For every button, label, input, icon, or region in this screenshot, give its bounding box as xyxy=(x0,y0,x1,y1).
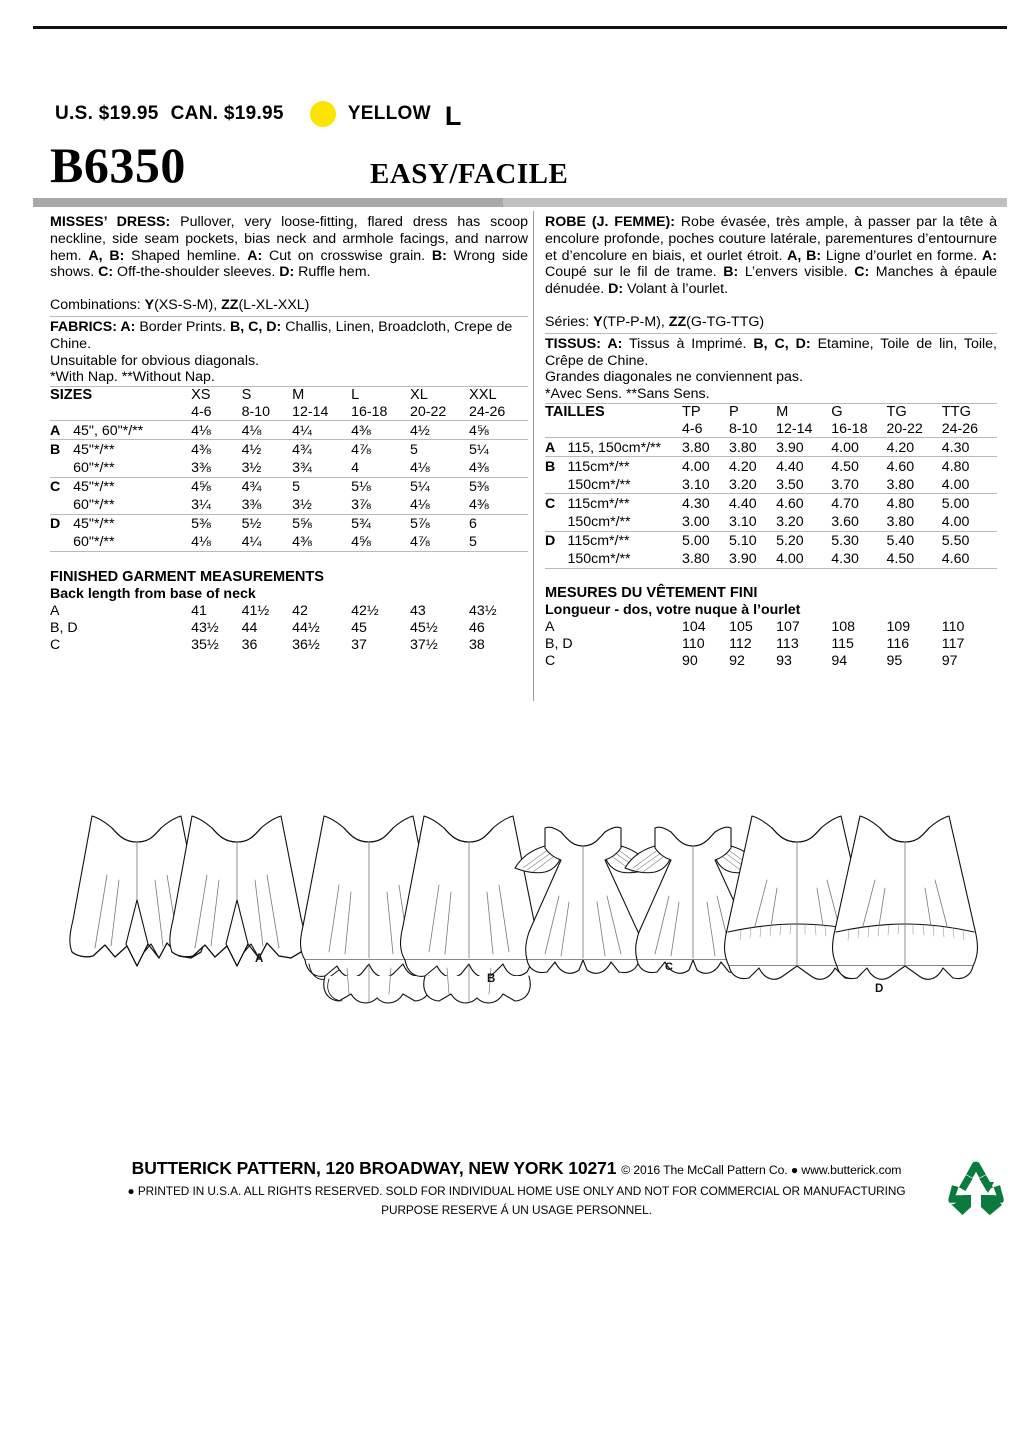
yardage-value: 5.00 xyxy=(942,494,997,513)
yardage-value: 5.00 xyxy=(682,531,729,550)
yardage-value: 3.80 xyxy=(729,438,776,457)
french-yardage-table xyxy=(545,403,997,585)
size-name: TG xyxy=(887,403,942,420)
yardage-value: 5.20 xyxy=(776,531,831,550)
fgm-value: 36 xyxy=(241,636,258,653)
fabric-width: 150cm*/** xyxy=(567,514,631,531)
yardage-value: 4⅛ xyxy=(191,534,211,551)
yardage-value: 3.10 xyxy=(729,514,757,531)
yardage-value: 3.10 xyxy=(682,476,710,493)
fabric-width: 150cm*/** xyxy=(567,551,631,568)
fgm-value: 95 xyxy=(886,653,903,670)
size-number: 20-22 xyxy=(886,420,923,437)
fgm-row xyxy=(50,603,528,620)
illustration-label-d: D xyxy=(875,983,884,995)
english-nap: *With Nap. **Without Nap. xyxy=(50,369,215,386)
fgm-value: 43½ xyxy=(469,602,497,619)
yardage-value: 5⅜ xyxy=(191,514,242,533)
header-divider-bar-left xyxy=(33,198,503,207)
fabric-width: 45"*/** xyxy=(73,514,191,533)
rule-cell xyxy=(942,568,997,585)
yardage-value: 5.10 xyxy=(729,531,776,550)
yardage-value: 4.00 xyxy=(776,551,804,568)
fgm-value: 117 xyxy=(941,636,965,653)
fgm-value: 104 xyxy=(682,619,706,636)
fgm-value: 36½ xyxy=(292,636,320,653)
size-name: P xyxy=(729,403,776,420)
yardage-value: 3.90 xyxy=(729,551,757,568)
yardage-value: 4.30 xyxy=(831,551,859,568)
size-number: 12-14 xyxy=(292,403,329,420)
yardage-value: 4.50 xyxy=(886,551,915,568)
fabric-width: 115cm*/** xyxy=(567,494,682,513)
yardage-row xyxy=(545,494,997,513)
fgm-value: 110 xyxy=(941,619,965,636)
rule-cell xyxy=(50,552,73,569)
size-number: 8-10 xyxy=(241,403,270,420)
yardage-value: 4 xyxy=(351,460,359,477)
size-name: G xyxy=(831,403,886,420)
hairline-2 xyxy=(545,333,997,334)
yardage-value: 5 xyxy=(468,534,477,551)
fabric-width: 60"*/** xyxy=(73,534,115,551)
yardage-value: 5½ xyxy=(242,514,293,533)
footer-purpose: PURPOSE RESERVE Á UN USAGE PERSONNEL. xyxy=(381,1203,652,1217)
table-bottom-rule xyxy=(545,568,997,585)
fabric-width: 115cm*/** xyxy=(567,457,682,476)
yardage-value: 4¼ xyxy=(292,421,351,440)
yardage-value: 4⅜ xyxy=(191,440,242,459)
fgm-value: 41½ xyxy=(241,602,270,619)
difficulty-label: EASY/FACILE xyxy=(370,158,569,190)
rule-cell xyxy=(776,568,831,585)
english-description: MISSES’ DRESS: Pullover, very loose-fitting, flared dress has scoop neckline, side seam pockets, bias neck and armhole facings, and narrow hem. A, B: Shaped hemline. A: Cut on crosswise grain. B: Wrong side shows. C: Off-the-shoulder sleeves. D: Ruffle hem. xyxy=(50,214,528,281)
yardage-row xyxy=(545,550,997,569)
yardage-value: 5¾ xyxy=(351,514,410,533)
yardage-value: 4¾ xyxy=(292,440,351,459)
yardage-row xyxy=(545,531,997,550)
yardage-value: 3.70 xyxy=(831,476,859,493)
rule-cell xyxy=(191,552,242,569)
yardage-value: 3.80 xyxy=(886,476,915,493)
view-letter xyxy=(50,496,73,515)
fgm-value: 44 xyxy=(241,619,258,636)
yardage-row xyxy=(545,475,997,494)
rule-cell xyxy=(410,552,469,569)
yardage-value: 5.40 xyxy=(887,531,942,550)
english-fabrics: FABRICS: A: Border Prints. B, C, D: Challis, Linen, Broadcloth, Crepe de Chine. xyxy=(50,318,513,352)
footer-rights: ● PRINTED IN U.S.A. ALL RIGHTS RESERVED. SOLD FOR INDIVIDUAL HOME USE ONLY AND NOT FOR COMMERCIAL OR MANUFACTURING xyxy=(127,1184,906,1198)
yardage-value: 4⅞ xyxy=(351,440,410,459)
size-number: 20-22 xyxy=(410,403,447,420)
yardage-value: 4⅝ xyxy=(469,421,528,440)
yardage-value: 4.40 xyxy=(776,457,831,476)
yardage-value: 3.80 xyxy=(682,438,729,457)
french-description: ROBE (J. FEMME): Robe évasée, très ample, à passer par la tête à encolure profonde, poches couture latérale, parementures d’entournure et d’encolure en biais, et ourlet étroit. A, B: Ligne d’ourlet en forme. A: Coupé sur le fil de trame. B: L’envers visible. C: Manches à épaule dénudée. D: Volant à l’ourlet. xyxy=(545,214,997,298)
yardage-value: 4½ xyxy=(242,440,293,459)
yardage-value: 4⅝ xyxy=(191,477,242,496)
top-rule xyxy=(33,26,1007,29)
footer xyxy=(0,1158,1033,1217)
size-number-row xyxy=(545,421,997,438)
yardage-value: 4⅜ xyxy=(292,534,312,551)
yardage-row xyxy=(50,533,528,552)
fgm-row xyxy=(50,620,528,637)
size-number: 4-6 xyxy=(682,420,703,437)
pattern-number: B6350 xyxy=(50,137,186,193)
size-name: M xyxy=(776,403,831,420)
size-name: TP xyxy=(682,403,729,420)
fgm-view-letter: B, D xyxy=(545,636,573,653)
fabric-width: 60"*/** xyxy=(73,497,115,514)
english-column xyxy=(50,214,528,654)
yardage-value: 4.00 xyxy=(941,514,970,531)
size-number: 4-6 xyxy=(191,403,212,420)
french-fgm-body xyxy=(545,619,997,670)
yardage-value: 4.20 xyxy=(729,457,776,476)
english-fgm-subtitle: Back length from base of neck xyxy=(50,585,256,602)
fabric-width: 150cm*/** xyxy=(567,476,631,493)
yardage-row xyxy=(50,496,528,515)
fgm-row xyxy=(50,637,528,654)
size-number-row xyxy=(50,404,528,421)
english-yardage-table xyxy=(50,386,528,568)
french-fgm-title: MESURES DU VÊTEMENT FINI xyxy=(545,585,758,602)
french-unsuitable: Grandes diagonales ne conviennent pas. xyxy=(545,369,803,386)
yardage-value: 4.00 xyxy=(682,457,729,476)
rule-cell xyxy=(292,552,351,569)
size-number: 12-14 xyxy=(776,420,813,437)
rule-cell xyxy=(73,552,191,569)
fgm-value: 44½ xyxy=(292,619,320,636)
yardage-value: 5 xyxy=(292,477,351,496)
yardage-value: 5 xyxy=(410,440,469,459)
color-label: YELLOW xyxy=(347,102,431,124)
fgm-value: 43½ xyxy=(191,619,219,636)
fgm-value: 45 xyxy=(351,619,367,636)
footer-address: BUTTERICK PATTERN, 120 BROADWAY, NEW YORK 10271 xyxy=(131,1158,617,1178)
view-letter xyxy=(545,475,567,494)
view-letter: B xyxy=(50,440,73,459)
price-us: U.S. $19.95 xyxy=(55,102,159,124)
fgm-value: 45½ xyxy=(410,619,438,636)
fgm-value: 93 xyxy=(776,653,792,670)
yardage-value: 4.50 xyxy=(831,457,886,476)
size-name: XS xyxy=(191,387,242,404)
yardage-value: 4⅛ xyxy=(410,460,430,477)
fgm-view-letter: A xyxy=(50,602,60,619)
fgm-row xyxy=(545,636,997,653)
fabric-width: 115cm*/** xyxy=(567,531,682,550)
view-letter: A xyxy=(545,438,567,457)
size-name: TTG xyxy=(942,403,997,420)
yardage-value: 4.40 xyxy=(729,494,776,513)
illustration-c-front xyxy=(515,827,651,973)
fgm-value: 112 xyxy=(729,636,752,653)
yardage-value: 4⅛ xyxy=(410,497,430,514)
yardage-value: 4.60 xyxy=(887,457,942,476)
size-name: XL xyxy=(410,387,469,404)
yardage-value: 5⅝ xyxy=(292,514,351,533)
price-row xyxy=(55,100,462,131)
fgm-value: 92 xyxy=(729,653,745,670)
french-fabrics: TISSUS: A: Tissus à Imprimé. B, C, D: Etamine, Toile de lin, Toile, Crêpe de Chine. xyxy=(545,335,998,369)
french-fgm-table xyxy=(545,619,997,670)
yardage-value: 5⅛ xyxy=(351,477,410,496)
table-bottom-rule xyxy=(50,552,528,569)
spacer xyxy=(50,404,191,421)
yardage-value: 4⅜ xyxy=(351,421,410,440)
yardage-value: 5.50 xyxy=(942,531,997,550)
rule-cell xyxy=(469,552,528,569)
yardage-value: 3.20 xyxy=(729,476,757,493)
fgm-value: 97 xyxy=(941,653,958,670)
view-letter: D xyxy=(50,514,73,533)
size-number: 16-18 xyxy=(351,403,388,420)
yardage-row xyxy=(50,459,528,478)
sizes-label: TAILLES xyxy=(545,403,682,420)
fgm-value: 37½ xyxy=(410,636,438,653)
view-letter: D xyxy=(545,531,567,550)
english-combinations: Combinations: Y(XS-S-M), ZZ(L-XL-XXL) xyxy=(50,297,310,314)
fgm-view-letter: A xyxy=(545,619,555,636)
english-yardage-body xyxy=(50,387,528,569)
fgm-value: 42 xyxy=(292,602,308,619)
size-letter: L xyxy=(444,101,462,131)
fgm-value: 46 xyxy=(469,619,485,636)
size-number: 24-26 xyxy=(468,403,506,420)
sizes-label: SIZES xyxy=(50,387,191,404)
french-combinations: Séries: Y(TP-P-M), ZZ(G-TG-TTG) xyxy=(545,313,765,330)
fgm-value: 35½ xyxy=(191,636,219,653)
yardage-value: 4⅜ xyxy=(468,497,489,514)
fabric-width: 45", 60"*/** xyxy=(73,421,191,440)
yardage-value: 3⅜ xyxy=(241,497,262,514)
yardage-value: 3.80 xyxy=(682,551,710,568)
french-column xyxy=(545,214,997,670)
fabric-width: 45"*/** xyxy=(73,440,191,459)
fgm-value: 42½ xyxy=(351,602,379,619)
yardage-value: 4⅜ xyxy=(468,460,489,477)
yardage-value: 4½ xyxy=(410,421,469,440)
view-letter: A xyxy=(50,421,73,440)
french-yardage-body xyxy=(545,403,997,585)
yardage-value: 4.20 xyxy=(887,438,942,457)
footer-address-line xyxy=(0,1158,1033,1179)
yardage-row xyxy=(50,421,528,440)
fgm-value: 38 xyxy=(469,636,485,653)
rule-cell xyxy=(729,568,776,585)
yardage-value: 4⅛ xyxy=(191,421,242,440)
fgm-value: 105 xyxy=(729,619,753,636)
view-letter: C xyxy=(545,494,567,513)
recycle-icon xyxy=(944,1158,1008,1220)
yardage-value: 4.00 xyxy=(941,476,970,493)
illustration-a-back xyxy=(170,816,304,966)
color-dot-icon xyxy=(310,101,336,127)
rule-cell xyxy=(351,552,410,569)
rule-cell xyxy=(242,552,293,569)
yardage-value: 3½ xyxy=(292,497,312,514)
view-letter: B xyxy=(545,457,567,476)
view-letter xyxy=(545,513,567,532)
garment-illustrations xyxy=(55,780,985,1040)
yardage-value: 3.90 xyxy=(776,438,831,457)
yardage-row xyxy=(545,438,997,457)
yardage-value: 4⅞ xyxy=(410,534,430,551)
size-name: XXL xyxy=(469,387,528,404)
english-fgm-title: FINISHED GARMENT MEASUREMENTS xyxy=(50,568,325,585)
french-fgm-subtitle: Longueur - dos, votre nuque à l’ourlet xyxy=(545,602,801,619)
size-name: L xyxy=(351,387,410,404)
yardage-value: 3¼ xyxy=(191,497,211,514)
yardage-value: 3¾ xyxy=(292,460,312,477)
yardage-value: 4.30 xyxy=(682,494,729,513)
english-unsuitable: Unsuitable for obvious diagonals. xyxy=(50,352,260,369)
yardage-value: 5⅜ xyxy=(469,477,528,496)
fgm-value: 107 xyxy=(776,619,800,636)
column-divider xyxy=(533,211,534,701)
yardage-value: 4.00 xyxy=(831,438,886,457)
hairline-1 xyxy=(50,316,528,317)
rule-cell xyxy=(887,568,942,585)
yardage-value: 4.80 xyxy=(942,457,997,476)
size-header-row xyxy=(50,387,528,404)
yardage-value: 3.80 xyxy=(886,514,915,531)
spacer xyxy=(545,421,682,438)
yardage-value: 4.60 xyxy=(941,551,970,568)
fgm-value: 43 xyxy=(410,602,426,619)
footer-copyright: © 2016 The McCall Pattern Co. ● www.butterick.com xyxy=(621,1163,902,1177)
rule-cell xyxy=(567,568,682,585)
size-number: 24-26 xyxy=(941,420,979,437)
rule-cell xyxy=(831,568,886,585)
size-number: 16-18 xyxy=(831,420,868,437)
size-name: M xyxy=(292,387,351,404)
yardage-value: 4⅝ xyxy=(351,534,371,551)
yardage-value: 5⅞ xyxy=(410,514,469,533)
size-name: S xyxy=(242,387,293,404)
view-letter xyxy=(545,550,567,569)
yardage-row xyxy=(50,477,528,496)
fgm-value: 108 xyxy=(831,619,855,636)
size-header-row xyxy=(545,403,997,420)
fabric-width: 115, 150cm*/** xyxy=(567,438,682,457)
rule-cell xyxy=(682,568,729,585)
yardage-row xyxy=(545,513,997,532)
yardage-value: 3.00 xyxy=(682,514,710,531)
english-fgm-body xyxy=(50,603,528,654)
illustration-label-a: A xyxy=(255,953,264,965)
fgm-value: 110 xyxy=(682,636,705,653)
fgm-value: 113 xyxy=(776,636,799,653)
rule-cell xyxy=(545,568,567,585)
size-number: 8-10 xyxy=(729,420,758,437)
fgm-value: 94 xyxy=(831,653,848,670)
fgm-view-letter: C xyxy=(50,636,61,653)
fgm-value: 115 xyxy=(831,636,854,653)
yardage-value: 5¼ xyxy=(410,477,469,496)
view-letter xyxy=(50,533,73,552)
yardage-value: 4¼ xyxy=(241,534,262,551)
view-letter xyxy=(50,459,73,478)
fgm-value: 109 xyxy=(886,619,911,636)
yardage-row xyxy=(545,457,997,476)
english-fgm-table xyxy=(50,603,528,654)
yardage-value: 3⅜ xyxy=(191,460,211,477)
yardage-value: 3½ xyxy=(241,460,262,477)
yardage-value: 4.70 xyxy=(831,494,886,513)
yardage-value: 3.20 xyxy=(776,514,804,531)
french-nap: *Avec Sens. **Sans Sens. xyxy=(545,386,710,403)
fgm-value: 37 xyxy=(351,636,367,653)
yardage-row xyxy=(50,440,528,459)
yardage-value: 4.30 xyxy=(942,438,997,457)
yardage-value: 4.60 xyxy=(776,494,831,513)
illustration-label-c: C xyxy=(665,961,673,973)
yardage-row xyxy=(50,514,528,533)
illustration-b-back xyxy=(401,816,538,1003)
yardage-value: 4¾ xyxy=(242,477,293,496)
fgm-view-letter: C xyxy=(545,653,556,670)
fgm-row xyxy=(545,619,997,636)
fabric-width: 60"*/** xyxy=(73,460,115,477)
illustration-d-back xyxy=(833,816,978,979)
price-can: CAN. $19.95 xyxy=(170,102,284,124)
fabric-width: 45"*/** xyxy=(73,477,191,496)
fgm-value: 116 xyxy=(886,636,910,653)
yardage-value: 5¼ xyxy=(469,440,528,459)
yardage-value: 6 xyxy=(469,514,528,533)
view-letter: C xyxy=(50,477,73,496)
yardage-value: 3⅞ xyxy=(351,497,371,514)
yardage-value: 5.30 xyxy=(831,531,886,550)
fgm-row xyxy=(545,653,997,670)
yardage-value: 4⅛ xyxy=(242,421,293,440)
fgm-value: 41 xyxy=(191,602,207,619)
yardage-value: 4.80 xyxy=(887,494,942,513)
fgm-value: 90 xyxy=(682,653,698,670)
fgm-view-letter: B, D xyxy=(50,619,78,636)
yardage-value: 3.50 xyxy=(776,476,804,493)
yardage-value: 3.60 xyxy=(831,514,859,531)
illustration-label-b: B xyxy=(487,973,496,985)
